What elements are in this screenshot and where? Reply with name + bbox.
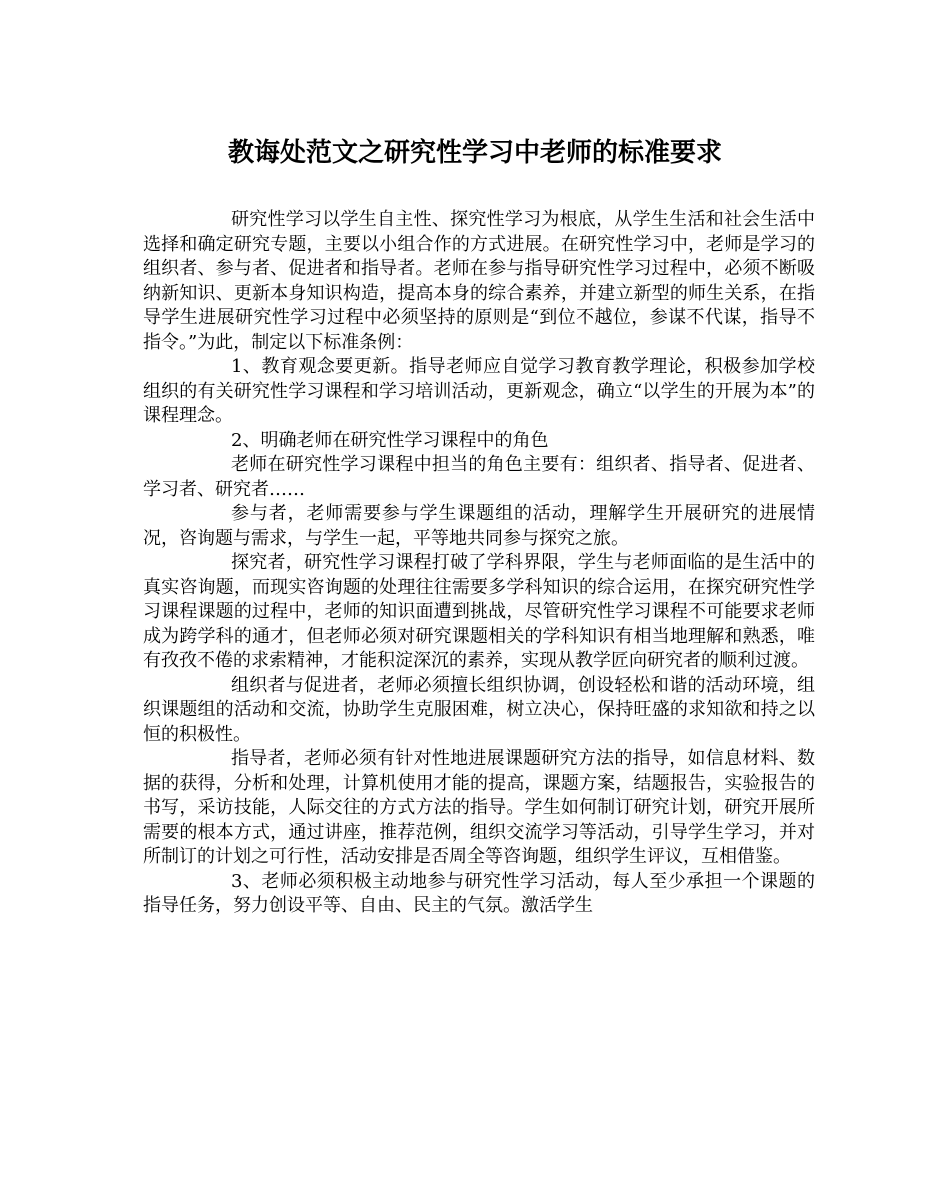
document-title: 教诲处范文之研究性学习中老师的标准要求 bbox=[227, 138, 722, 168]
paragraph-item-3: 3、老师必须积极主动地参与研究性学习活动，每人至少承担一个课题的指导任务，努力创设平等、自由、民主的气氛。激活学生 bbox=[143, 870, 815, 916]
paragraph-guide: 指导者，老师必须有针对性地进展课题研究方法的指导，如信息材料、数据的获得，分析和处理，计算机使用才能的提高，课题方案，结题报告，实验报告的书写，采访技能，人际交往的方式方法的指导。学生如何制订研究计划，研究开展所需要的根本方式，通过讲座，推荐范例，组织交流学习等活动，引导学生学习，并对所制订的计划之可行性，活动安排是否周全等咨询题，组织学生评议，互相借鉴。 bbox=[143, 748, 815, 867]
paragraph-item-2: 2、明确老师在研究性学习课程中的角色 bbox=[231, 429, 549, 451]
paragraph-item-1: 1、教育观念要更新。指导老师应自觉学习教育教学理论，积极参加学校组织的有关研究性学习课程和学习培训活动，更新观念，确立“以学生的开展为本”的课程理念。 bbox=[143, 356, 815, 426]
document-body bbox=[143, 208, 815, 919]
paragraph-roles: 老师在研究性学习课程中担当的角色主要有：组织者、指导者、促进者、学习者、研究者…… bbox=[143, 454, 815, 500]
paragraph-intro: 研究性学习以学生自主性、探究性学习为根底，从学生生活和社会生活中选择和确定研究专题，主要以小组合作的方式进展。在研究性学习中，老师是学习的组织者、参与者、促进者和指导者。老师在参与指导研究性学习过程中，必须不断吸纳新知识、更新本身知识构造，提高本身的综合素养，并建立新型的师生关系，在指导学生进展研究性学习过程中必须坚持的原则是“到位不越位，参谋不代谋，指导不指令。”为此，制定以下标准条例： bbox=[143, 209, 815, 353]
paragraph-organizer: 组织者与促进者，老师必须擅长组织协调，创设轻松和谐的活动环境，组织课题组的活动和交流，协助学生克服困难，树立决心，保持旺盛的求知欲和持之以恒的积极性。 bbox=[143, 674, 815, 745]
paragraph-participant: 参与者，老师需要参与学生课题组的活动，理解学生开展研究的进展情况，咨询题与需求，与学生一起，平等地共同参与探究之旅。 bbox=[143, 503, 815, 549]
paragraph-explorer: 探究者，研究性学习课程打破了学科界限，学生与老师面临的是生活中的真实咨询题，而现实咨询题的处理往往需要多学科知识的综合运用，在探究研究性学习课程课题的过程中，老师的知识面遭到挑战，尽管研究性学习课程不可能要求老师成为跨学科的通才，但老师必须对研究课题相关的学科知识有相当地理解和熟悉，唯有孜孜不倦的求索精神，才能积淀深沉的素养，实现从教学匠向研究者的顺利过渡。 bbox=[143, 552, 815, 671]
